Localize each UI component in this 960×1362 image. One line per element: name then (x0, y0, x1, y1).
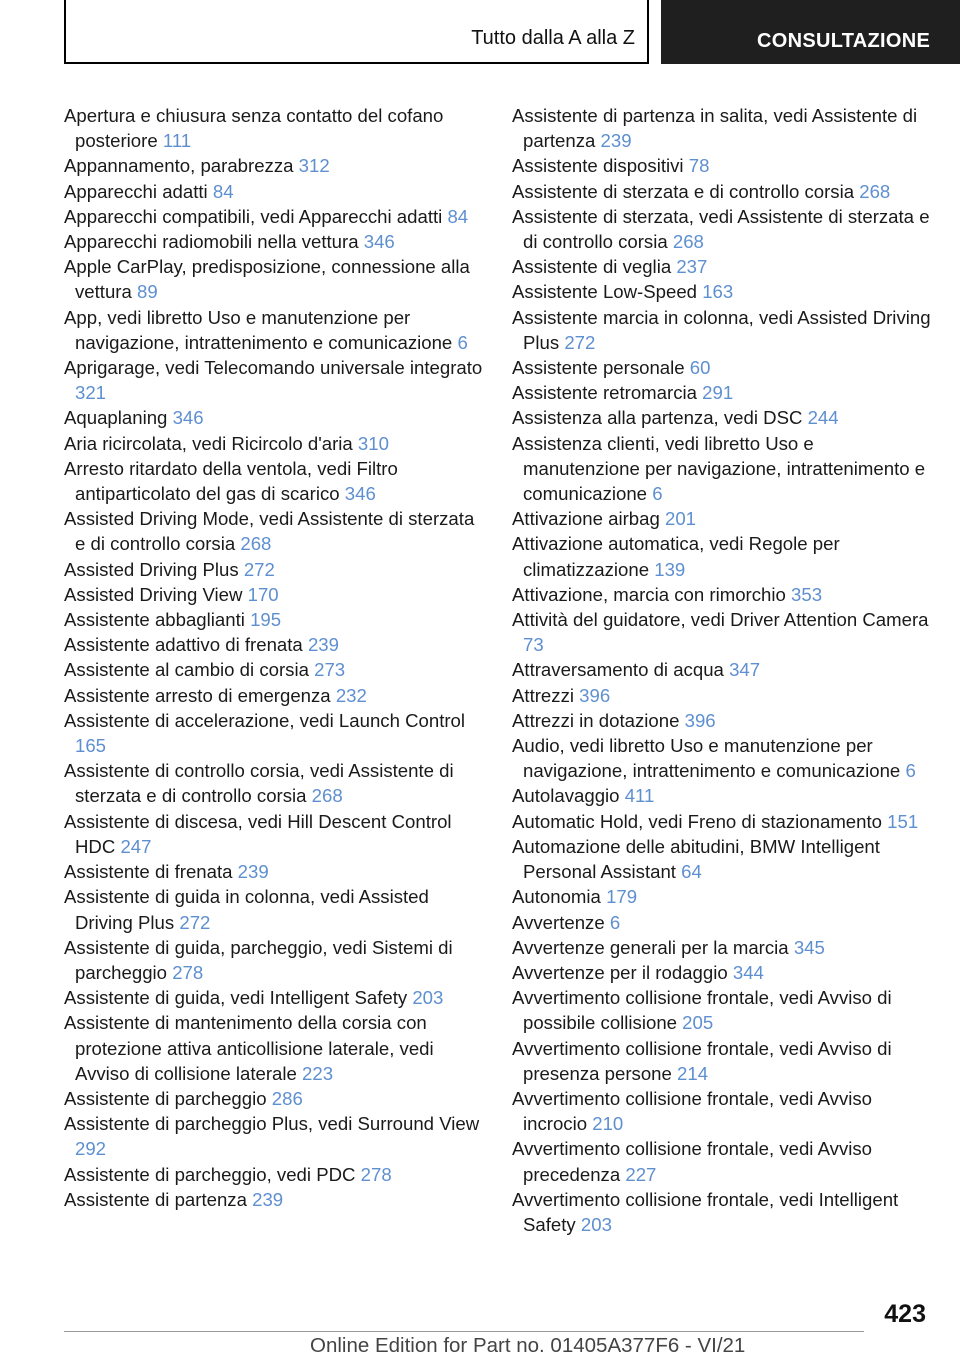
page-number: 423 (884, 1300, 926, 1328)
index-entry-term: Attraversamento di acqua (512, 659, 724, 681)
index-entry-term: Autolavaggio (512, 785, 620, 807)
index-entry (512, 884, 932, 909)
index-entry-term: Assistente di sterzata, vedi Assistente di sterzata e di controllo corsia (512, 205, 930, 253)
index-entry (512, 179, 932, 204)
index-page-link[interactable]: 345 (793, 936, 825, 958)
index-entry-term: Attivazione automatica, vedi Regole per climatizzazione (512, 533, 840, 580)
index-entry-term: Attrezzi in dotazione (512, 709, 680, 731)
index-entry (512, 657, 932, 682)
index-entry-term: Attivazione airbag (512, 508, 660, 530)
index-page-link[interactable]: 60 (689, 357, 711, 379)
index-page-link[interactable]: 139 (654, 558, 686, 580)
index-page-link[interactable]: 273 (314, 659, 346, 681)
index-entry (64, 229, 484, 254)
index-entry-term: Apparecchi compatibili, vedi Apparecchi adatti (64, 205, 443, 227)
index-entry (64, 305, 484, 355)
index-entry (64, 506, 484, 556)
index-page-link[interactable]: 210 (592, 1113, 624, 1135)
index-page-link[interactable]: 195 (250, 609, 282, 631)
index-entry (64, 103, 484, 153)
index-entry (64, 179, 484, 204)
index-entry-term: Assistente di parcheggio Plus, vedi Surround View (64, 1113, 480, 1135)
index-page-link[interactable]: 291 (702, 382, 734, 404)
index-page-link[interactable]: 227 (625, 1163, 657, 1185)
index-entry-term: Apertura e chiusura senza contatto del cofano posteriore (64, 105, 444, 152)
index-entry-term: Assisted Driving Mode, vedi Assistente di sterzata e di controllo corsia (64, 508, 475, 555)
index-page-link[interactable]: 201 (664, 508, 697, 530)
index-entry (64, 607, 484, 632)
index-page-link[interactable]: 237 (676, 256, 708, 278)
index-entry (512, 305, 932, 355)
index-entry (64, 708, 484, 758)
index-page-link[interactable]: 84 (447, 205, 469, 227)
index-entry-term: Attivazione, marcia con rimorchio (512, 583, 786, 605)
header-section-tab (661, 0, 960, 64)
index-entry-term: Avvertenze per il rodaggio (512, 961, 728, 983)
index-entry-term: Avvertimento collisione frontale, vedi Avviso incrocio (512, 1087, 873, 1135)
index-entry-term: Avvertimento collisione frontale, vedi Avviso di presenza persone (512, 1037, 892, 1084)
index-entry-term: Assistente di discesa, vedi Hill Descent Control HDC (64, 810, 452, 857)
index-entry (512, 683, 932, 708)
index-page-link[interactable]: 292 (75, 1138, 107, 1160)
index-entry (512, 531, 932, 581)
index-page-link[interactable]: 411 (624, 785, 655, 807)
index-entry (512, 103, 932, 153)
index-page-link[interactable]: 6 (652, 483, 663, 505)
index-entry (64, 1111, 484, 1161)
index-entry-term: Assistente arresto di emergenza (64, 684, 331, 706)
index-page-link[interactable]: 232 (335, 684, 367, 706)
index-entry-term: Assistenza alla partenza, vedi DSC (512, 407, 803, 429)
index-entry-term: Assistente di accelerazione, vedi Launch Control (64, 709, 466, 731)
index-entry (512, 431, 932, 507)
index-entry (512, 935, 932, 960)
header-section-label: CONSULTAZIONE (757, 30, 931, 52)
index-column-left (64, 103, 484, 1212)
index-page-link[interactable]: 6 (457, 331, 468, 353)
index-entry (512, 733, 932, 783)
index-entry-term: Avvertenze (512, 911, 605, 933)
index-page-link[interactable]: 89 (137, 281, 158, 303)
index-page-link[interactable]: 84 (212, 180, 234, 202)
index-entry (64, 431, 484, 456)
index-entry-term: Assistente di partenza in salita, vedi Assistente di partenza (512, 105, 918, 152)
index-entry-term: Assistente personale (512, 357, 685, 379)
index-page-link[interactable]: 346 (172, 407, 204, 429)
index-entry (64, 582, 484, 607)
index-entry-term: Assisted Driving Plus (64, 558, 239, 580)
index-entry-term: Automazione delle abitudini, BMW Intelligent Personal Assistant (512, 835, 880, 883)
index-page-link[interactable]: 205 (682, 1012, 714, 1034)
index-page-link[interactable]: 73 (523, 634, 544, 656)
index-page-link[interactable]: 272 (243, 558, 275, 580)
index-entry (64, 884, 484, 934)
index-entry-term: Aprigarage, vedi Telecomando universale integrato (64, 357, 483, 379)
index-entry-term: Aquaplaning (64, 407, 168, 429)
index-entry-term: Assistente di parcheggio (64, 1087, 267, 1109)
index-page-link[interactable]: 312 (298, 155, 330, 177)
index-entry (64, 1086, 484, 1111)
index-page-link[interactable]: 278 (172, 961, 204, 983)
index-entry-term: Assistente di mantenimento della corsia con protezione attiva anticollisione laterale, vedi Avviso di collisione laterale (64, 1012, 434, 1084)
index-entry-term: Apparecchi adatti (64, 180, 208, 202)
index-entry (512, 783, 932, 808)
index-entry (64, 153, 484, 178)
index-entry-term: Attività del guidatore, vedi Driver Attention Camera (512, 609, 929, 631)
index-entry-term: Appannamento, parabrezza (64, 155, 294, 177)
index-page-link[interactable]: 223 (302, 1062, 334, 1084)
index-entry (64, 456, 484, 506)
index-entry-term: Autonomia (512, 886, 601, 908)
index-entry-term: Assistente di sterzata e di controllo corsia (512, 180, 855, 202)
index-entry-term: Assistente di partenza (64, 1188, 247, 1210)
index-page-link[interactable]: 244 (807, 407, 839, 429)
index-entry (512, 607, 932, 657)
index-entry-term: Assistente di guida, vedi Intelligent Safety (64, 987, 408, 1009)
index-page-link[interactable]: 64 (681, 861, 702, 883)
index-page-link[interactable]: 310 (357, 432, 389, 454)
index-page-link[interactable]: 396 (684, 709, 716, 731)
index-page-link[interactable]: 151 (887, 810, 919, 832)
index-entry-term: Avvertenze generali per la marcia (512, 936, 789, 958)
index-page-link[interactable]: 268 (672, 231, 704, 253)
index-page-link[interactable]: 170 (247, 583, 279, 605)
index-entry (512, 582, 932, 607)
index-page-link[interactable]: 247 (120, 835, 152, 857)
index-entry (64, 859, 484, 884)
index-entry (64, 355, 484, 405)
index-entry (512, 506, 932, 531)
index-entry (512, 809, 932, 834)
footer-divider (64, 1331, 864, 1332)
index-entry (64, 204, 484, 229)
index-entry-term: Assistente marcia in colonna, vedi Assisted Driving Plus (512, 306, 931, 353)
index-page-link[interactable]: 278 (360, 1163, 392, 1185)
index-entry-term: Avvertimento collisione frontale, vedi Intelligent Safety (512, 1188, 899, 1235)
index-entry-term: Assistente di veglia (512, 256, 672, 278)
index-entry (64, 254, 484, 304)
index-entry (512, 204, 932, 254)
index-page-link[interactable]: 111 (162, 130, 192, 152)
index-entry-term: Assistente abbaglianti (64, 609, 245, 631)
index-entry (64, 557, 484, 582)
index-page-link[interactable]: 272 (564, 331, 596, 353)
index-entry-term: Assistente Low-Speed (512, 281, 698, 303)
index-entry-term: Aria ricircolata, vedi Ricircolo d'aria (64, 432, 353, 454)
index-page-link[interactable]: 321 (75, 382, 107, 404)
index-entry-term: Audio, vedi libretto Uso e manutenzione per navigazione, intrattenimento e comunicazione (512, 735, 901, 782)
index-entry-term: Assistente di controllo corsia, vedi Assistente di sterzata e di controllo corsia (64, 760, 454, 807)
index-page-link[interactable]: 239 (252, 1188, 284, 1210)
index-page-link[interactable]: 268 (311, 785, 343, 807)
index-page-link[interactable]: 346 (363, 231, 395, 253)
index-page-link[interactable]: 286 (271, 1087, 303, 1109)
index-page-link[interactable]: 203 (580, 1213, 612, 1235)
index-entry (512, 834, 932, 884)
index-entry (512, 254, 932, 279)
index-entry (512, 355, 932, 380)
index-entry (512, 960, 932, 985)
index-page-link[interactable]: 239 (600, 130, 632, 152)
index-entry-term: Assistente adattivo di frenata (64, 634, 303, 656)
index-page-link[interactable]: 179 (606, 886, 638, 908)
index-entry-term: Apple CarPlay, predisposizione, connessione alla vettura (64, 256, 470, 303)
index-entry (64, 632, 484, 657)
index-entry (64, 935, 484, 985)
footer-edition: Online Edition for Part no. 01405A377F6 - VI/21 (310, 1334, 746, 1357)
index-page-link[interactable]: 272 (179, 911, 211, 933)
index-entry-term: Avvertimento collisione frontale, vedi Avviso di possibile collisione (512, 987, 892, 1034)
index-entry-term: App, vedi libretto Uso e manutenzione per navigazione, intrattenimento e comunicazione (64, 306, 453, 353)
index-entry-term: Assistente al cambio di corsia (64, 659, 309, 681)
index-entry-term: Avvertimento collisione frontale, vedi Avviso precedenza (512, 1138, 873, 1185)
index-entry-term: Assistente di frenata (64, 861, 233, 883)
index-page-link[interactable]: 78 (688, 155, 710, 177)
index-entry (64, 809, 484, 859)
index-entry (512, 279, 932, 304)
index-page-link[interactable]: 396 (579, 684, 611, 706)
index-entry-term: Assistente di guida, parcheggio, vedi Sistemi di parcheggio (64, 936, 453, 983)
index-page-link[interactable]: 268 (859, 180, 891, 202)
index-page-link[interactable]: 239 (307, 634, 339, 656)
index-entry (512, 1187, 932, 1237)
index-entry (512, 405, 932, 430)
index-entry-term: Attrezzi (512, 684, 574, 706)
index-page-link[interactable]: 344 (732, 961, 764, 983)
index-entry (64, 1187, 484, 1212)
index-entry-term: Arresto ritardato della ventola, vedi Filtro antiparticolato del gas di scarico (64, 457, 398, 505)
index-entry (512, 708, 932, 733)
index-page-link[interactable]: 353 (791, 583, 823, 605)
index-page-link[interactable]: 268 (240, 533, 272, 555)
index-entry-term: Assistente di guida in colonna, vedi Assisted Driving Plus (64, 886, 429, 933)
header-title: Tutto dalla A alla Z (471, 27, 635, 49)
index-page-link[interactable]: 346 (344, 483, 376, 505)
index-entry (512, 1086, 932, 1136)
index-entry (512, 985, 932, 1035)
header-title-box (64, 0, 649, 64)
index-entry-term: Assistente retromarcia (512, 382, 697, 404)
index-page-link[interactable]: 163 (702, 281, 734, 303)
index-page-link[interactable]: 6 (905, 760, 916, 782)
index-entry (64, 657, 484, 682)
index-entry-term: Automatic Hold, vedi Freno di stazionamento (512, 810, 882, 832)
index-entry (512, 910, 932, 935)
index-entry (512, 1136, 932, 1186)
index-entry (64, 405, 484, 430)
index-entry (512, 153, 932, 178)
index-page-link[interactable]: 165 (75, 735, 107, 757)
index-entry (64, 758, 484, 808)
index-entry (64, 683, 484, 708)
index-entry-term: Assistente dispositivi (512, 155, 684, 177)
index-page-link[interactable]: 347 (729, 659, 761, 681)
index-entry (512, 1036, 932, 1086)
index-entry-term: Assistente di parcheggio, vedi PDC (64, 1163, 356, 1185)
index-page-link[interactable]: 6 (609, 911, 621, 933)
index-entry (64, 1010, 484, 1086)
index-column-right (512, 103, 932, 1237)
index-entry-term: Assistenza clienti, vedi libretto Uso e manutenzione per navigazione, intrattenimento e comunicazione (512, 432, 926, 505)
index-entry (512, 380, 932, 405)
index-entry-term: Assisted Driving View (64, 583, 243, 605)
index-entry (64, 1162, 484, 1187)
index-entry (64, 985, 484, 1010)
index-entry-term: Apparecchi radiomobili nella vettura (64, 231, 359, 253)
index-page-link[interactable]: 214 (677, 1062, 709, 1084)
index-page-link[interactable]: 203 (412, 987, 444, 1009)
index-page-link[interactable]: 239 (237, 861, 269, 883)
